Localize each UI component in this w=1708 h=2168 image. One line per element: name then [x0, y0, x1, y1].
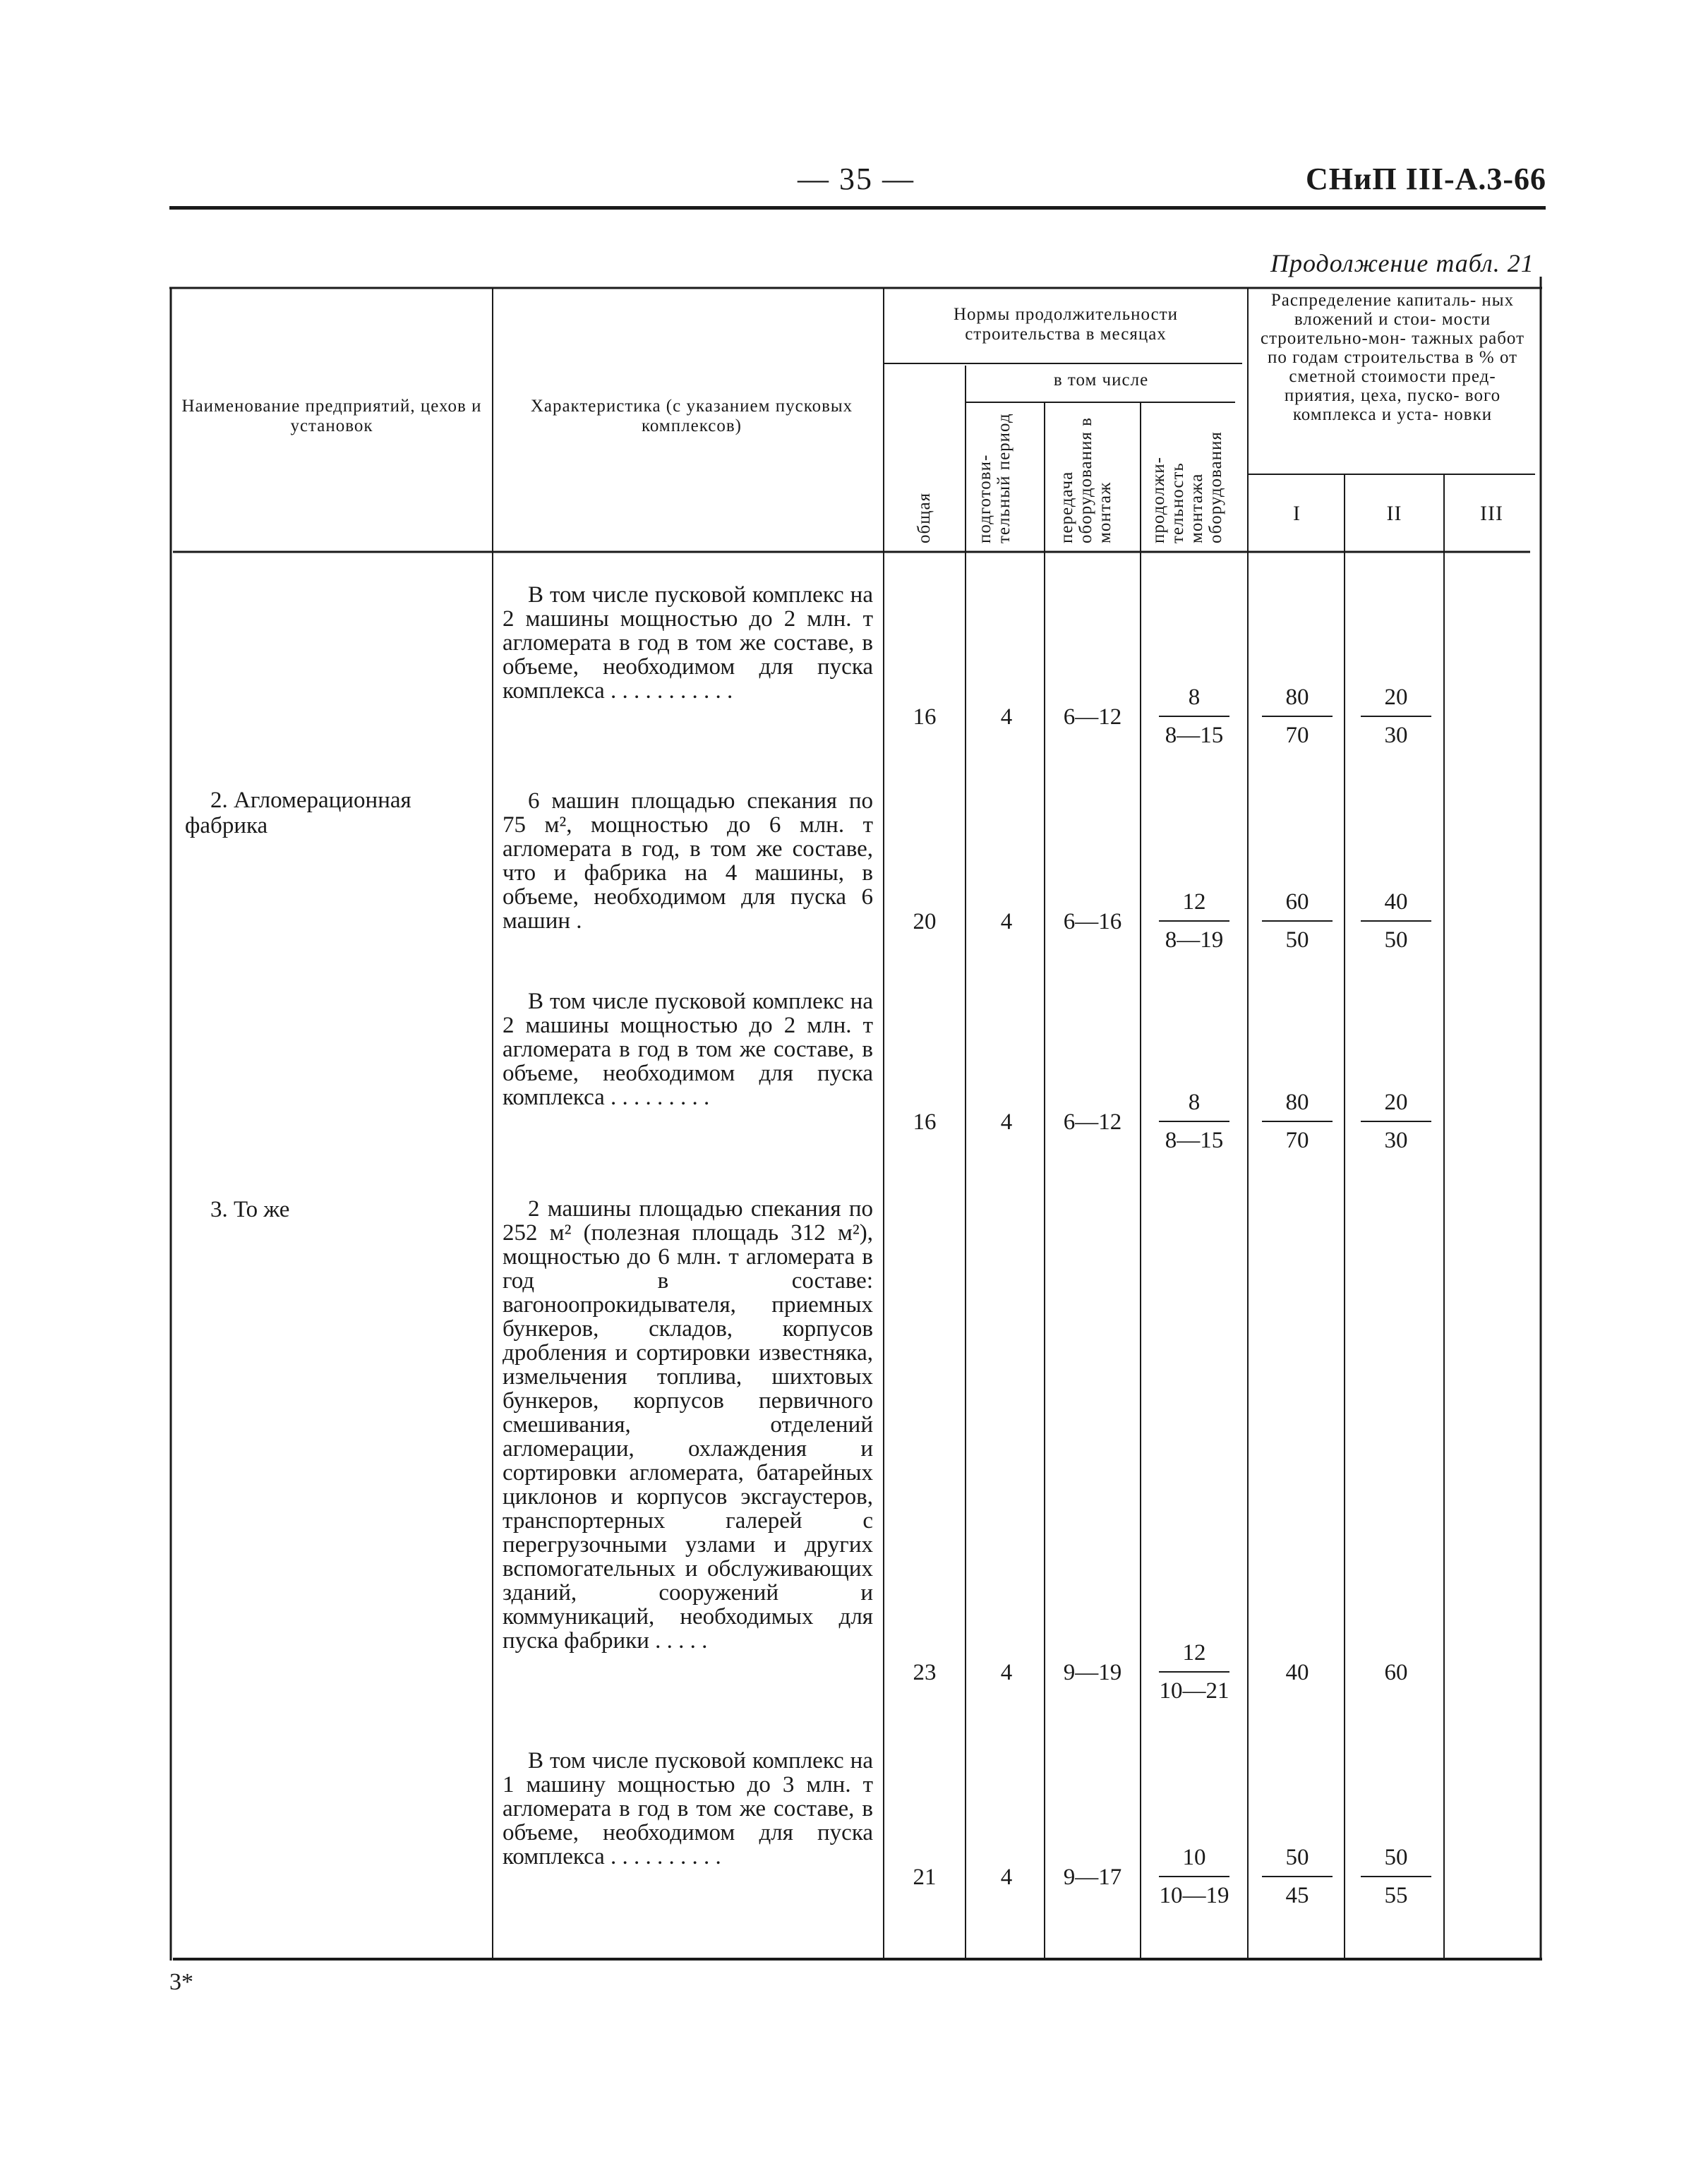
col-header-year-2: II [1386, 502, 1402, 525]
table-row-2-year-1: 60 50 [1255, 888, 1340, 954]
table-row-4-year-2: 60 [1384, 1660, 1408, 1685]
table-row-2-name: 2. Агломерационная фабрика [185, 788, 411, 838]
col-header-year-3: III [1480, 502, 1503, 525]
table-row-1-transfer: 6—12 [1063, 704, 1122, 730]
table-row-2-prep: 4 [1000, 909, 1013, 934]
table-row-3-prep: 4 [1000, 1109, 1013, 1135]
table-row-4-duration: 12 10—21 [1159, 1640, 1229, 1704]
col-header-name: Наименование предприятий, цехов и установок [181, 397, 482, 435]
table-row-5-duration: 10 10—19 [1159, 1845, 1229, 1908]
table-row-3-year-1: 80 70 [1255, 1088, 1340, 1155]
table-row-3-transfer: 6—12 [1063, 1109, 1122, 1135]
table-caption: Продолжение табл. 21 [1270, 249, 1534, 277]
table-row-4-transfer: 9—19 [1063, 1660, 1122, 1685]
table-row-5-year-1: 50 45 [1255, 1843, 1340, 1910]
col-header-characteristic: Характеристика (с указанием пусковых комплексов) [530, 397, 853, 435]
table-row-1-year-2: 20 30 [1354, 683, 1438, 749]
table-row-3-year-2: 20 30 [1354, 1088, 1438, 1155]
table-row-1-duration: 8 8—15 [1152, 683, 1237, 749]
col-header-total: общая [915, 492, 934, 543]
table-row-3-duration: 8 8—15 [1152, 1088, 1237, 1155]
table-row-2-year-2: 40 50 [1354, 888, 1438, 954]
table-row-5-transfer: 9—17 [1063, 1865, 1122, 1890]
signature-mark: 3* [169, 1969, 193, 1995]
table-row-1-total: 16 [913, 704, 937, 730]
table-row-5-total: 21 [913, 1865, 937, 1890]
table-row-2-transfer: 6—16 [1063, 909, 1122, 934]
table-row-5-characteristic: В том числе пусковой комплекс на 1 машину мощностью до 3 млн. т агломерата в год в том же составе, в объеме, необходимом для пуска комплекса . . . . . . . . . . [503, 1748, 873, 1869]
table-row-4-prep: 4 [1000, 1660, 1013, 1685]
table-row-4-name: 3. То же [210, 1197, 290, 1222]
table-row-2-characteristic: 6 машин площадью спекания по 75 м², мощностью до 6 млн. т агломерата в год, в том же составе, что и фабрика на 4 машины, в объеме, необходимом для пуска 6 машин . [503, 788, 873, 934]
table-row-4-total: 23 [913, 1660, 937, 1685]
table-row-3-total: 16 [913, 1109, 937, 1135]
col-header-transfer: передача оборудования в монтаж [1057, 417, 1114, 543]
header-rule [169, 206, 1546, 210]
table-row-5-prep: 4 [1000, 1865, 1013, 1890]
col-header-norms: Нормы продолжительности строительства в месяцах [953, 305, 1179, 344]
col-header-including: в том числе [1053, 371, 1149, 390]
page-number: — 35 — [798, 162, 915, 196]
table-row-4-characteristic: 2 машины площадью спекания по 252 м² (полезная площадь 312 м²), мощностью до 6 млн. т агломерата в год в составе: вагоноопрокидывателя, приемных бункеров, складов, корпусов дробления и сортировки известняка, измельчения топлива, шихтовых бункеров, корпусов первичного смешивания, отделений агломерации, охлаждения и сортировки агломерата, батарейных циклонов и корпусов эксгаустеров, транспортерных галерей с перегрузочными узлами и других вспомогательных и обслуживающих зданий, сооружений и коммуникаций, необходимых для пуска фабрики . . . . . [503, 1196, 873, 1654]
col-header-duration: продолжи- тельность монтажа оборудования [1149, 431, 1225, 543]
table-row-2-total: 20 [913, 909, 937, 934]
document-code: СНиП III-А.3-66 [1306, 162, 1547, 196]
table-row-1-characteristic: В том числе пусковой комплекс на 2 машины мощностью до 2 млн. т агломерата в год в том же составе, в объеме, необходимом для пуска комплекса . . . . . . . . . . . [503, 582, 873, 704]
col-header-prep: подготови- тельный период [975, 413, 1014, 543]
table-row-3-characteristic: В том числе пусковой комплекс на 2 машины мощностью до 2 млн. т агломерата в год в том же составе, в объеме, необходимом для пуска комплекса . . . . . . . . . [503, 989, 873, 1110]
col-header-year-1: I [1293, 502, 1301, 525]
table-row-1-year-1: 80 70 [1255, 683, 1340, 749]
col-header-distribution: Распределение капиталь- ных вложений и стои- мости строительно-мон- тажных работ по годам строительства в % от сметной стоимости пред- приятия, цеха, пуско- вого комплекса и уста- новки [1260, 291, 1525, 424]
table-row-1-prep: 4 [1000, 704, 1013, 730]
table-row-4-year-1: 40 [1285, 1660, 1309, 1685]
table-row-2-duration: 12 8—19 [1152, 888, 1237, 954]
table-row-5-year-2: 50 55 [1354, 1843, 1438, 1910]
